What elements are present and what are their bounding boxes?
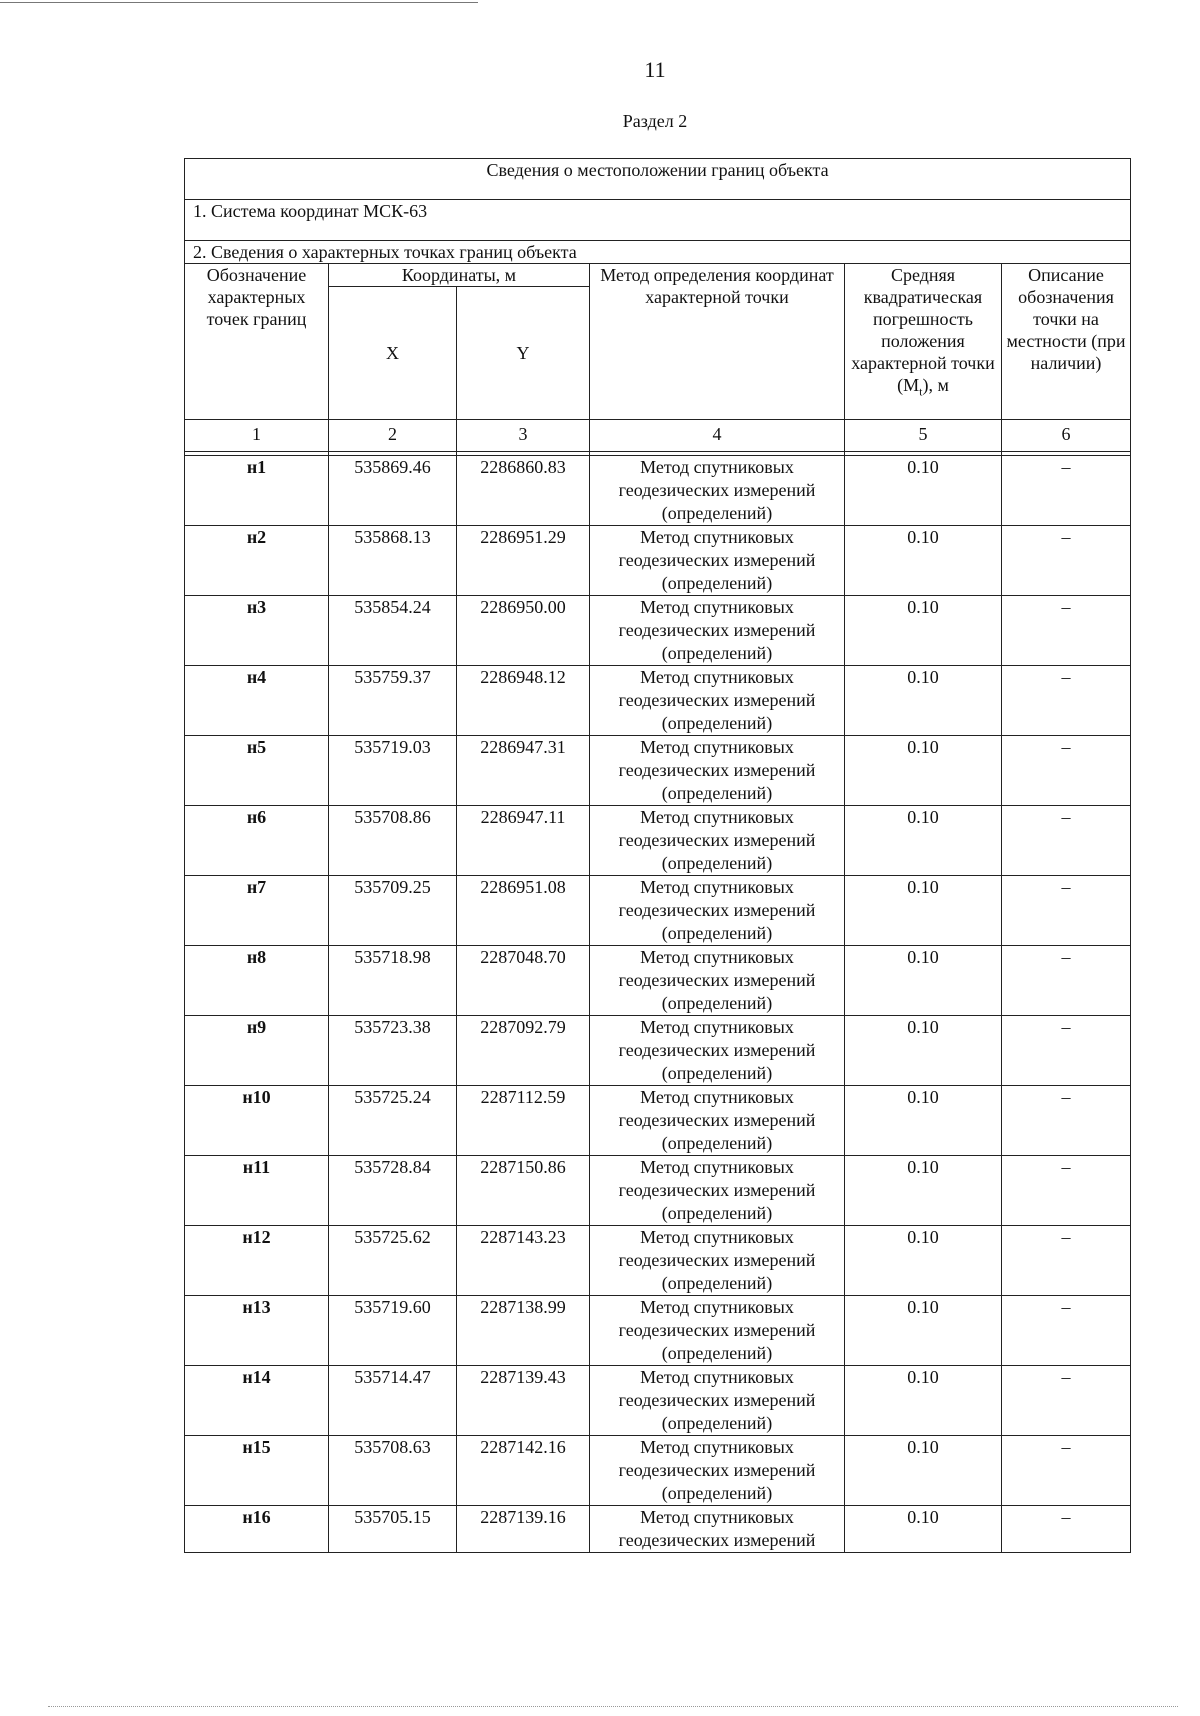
description: – [1002,596,1131,666]
point-id: н5 [185,736,329,806]
description: – [1002,1366,1131,1436]
method: Метод спутниковых геодезических измерений (определений) [590,1226,845,1296]
points-section-title: 2. Сведения о характерных точках границ объекта [185,241,1131,264]
coord-y: 2287143.23 [457,1226,590,1296]
coord-y: 2287142.16 [457,1436,590,1506]
column-number: 2 [329,420,457,452]
table-row [185,806,1131,876]
coord-y: 2287048.70 [457,946,590,1016]
table-row [185,946,1131,1016]
description: – [1002,1226,1131,1296]
coord-x: 535868.13 [329,526,457,596]
point-id: н6 [185,806,329,876]
description: – [1002,946,1131,1016]
table-row [185,1016,1131,1086]
top-rule [0,2,478,3]
error-value: 0.10 [845,876,1002,946]
table-row [185,1156,1131,1226]
coord-y: 2286948.12 [457,666,590,736]
coord-x: 535708.86 [329,806,457,876]
method: Метод спутниковых геодезических измерений (определений) [590,1436,845,1506]
error-value: 0.10 [845,1226,1002,1296]
page-number: 11 [644,57,666,82]
description: – [1002,526,1131,596]
section-title: Раздел 2 [622,111,688,131]
coord-x: 535719.60 [329,1296,457,1366]
method: Метод спутниковых геодезических измерений (определений) [590,806,845,876]
coord-y: 2286860.83 [457,456,590,526]
point-id: н8 [185,946,329,1016]
table-row [185,456,1131,526]
point-id: н10 [185,1086,329,1156]
coord-x: 535759.37 [329,666,457,736]
coord-x: 535725.24 [329,1086,457,1156]
table-row [185,1436,1131,1506]
coord-x: 535725.62 [329,1226,457,1296]
coord-x: 535714.47 [329,1366,457,1436]
method: Метод спутниковых геодезических измерений (определений) [590,1366,845,1436]
method: Метод спутниковых геодезических измерений (определений) [590,876,845,946]
coord-y: 2287139.16 [457,1506,590,1553]
method: Метод спутниковых геодезических измерений (определений) [590,1016,845,1086]
error-value: 0.10 [845,1016,1002,1086]
table-row [185,1506,1131,1553]
header-coordinates: Координаты, м [329,264,590,287]
method: Метод спутниковых геодезических измерений (определений) [590,666,845,736]
method: Метод спутниковых геодезических измерений (определений) [590,1296,845,1366]
coord-x: 535719.03 [329,736,457,806]
point-id: н16 [185,1506,329,1553]
coord-y: 2287150.86 [457,1156,590,1226]
table-title: Сведения о местоположении границ объекта [185,159,1131,200]
coord-y: 2286951.29 [457,526,590,596]
coord-x: 535708.63 [329,1436,457,1506]
coord-y: 2287112.59 [457,1086,590,1156]
header-method: Метод определения координат характерной точки [590,264,845,420]
header-x: X [329,287,457,420]
point-id: н1 [185,456,329,526]
table-row [185,1296,1131,1366]
description: – [1002,1016,1131,1086]
error-value: 0.10 [845,806,1002,876]
column-number: 4 [590,420,845,452]
column-number: 1 [185,420,329,452]
coordinate-system: 1. Система координат МСК-63 [185,200,1131,241]
header-designation: Обозначение характерных точек границ [185,264,329,420]
description: – [1002,666,1131,736]
error-value: 0.10 [845,736,1002,806]
table-row [185,596,1131,666]
point-id: н13 [185,1296,329,1366]
method: Метод спутниковых геодезических измерений (определений) [590,946,845,1016]
column-number: 6 [1002,420,1131,452]
error-value: 0.10 [845,1366,1002,1436]
method: Метод спутниковых геодезических измерений (определений) [590,596,845,666]
error-value: 0.10 [845,526,1002,596]
point-id: н15 [185,1436,329,1506]
table-row [185,1086,1131,1156]
column-number: 3 [457,420,590,452]
method: Метод спутниковых геодезических измерений (определений) [590,736,845,806]
method: Метод спутниковых геодезических измерений (определений) [590,526,845,596]
description: – [1002,806,1131,876]
header-y: Y [457,287,590,420]
column-number: 5 [845,420,1002,452]
coord-x: 535709.25 [329,876,457,946]
coord-y: 2287092.79 [457,1016,590,1086]
point-id: н9 [185,1016,329,1086]
point-id: н7 [185,876,329,946]
coord-x: 535705.15 [329,1506,457,1553]
description: – [1002,736,1131,806]
description: – [1002,456,1131,526]
coord-x: 535718.98 [329,946,457,1016]
coord-y: 2286947.11 [457,806,590,876]
coord-x: 535869.46 [329,456,457,526]
bottom-rule [48,1706,1178,1707]
error-value: 0.10 [845,1296,1002,1366]
description: – [1002,1086,1131,1156]
error-value: 0.10 [845,456,1002,526]
coord-y: 2286947.31 [457,736,590,806]
error-value: 0.10 [845,666,1002,736]
description: – [1002,1296,1131,1366]
point-id: н2 [185,526,329,596]
error-value: 0.10 [845,1156,1002,1226]
point-id: н11 [185,1156,329,1226]
point-id: н12 [185,1226,329,1296]
method: Метод спутниковых геодезических измерений (определений) [590,1156,845,1226]
method: Метод спутниковых геодезических измерений (определений) [590,1086,845,1156]
error-value: 0.10 [845,946,1002,1016]
coord-x: 535854.24 [329,596,457,666]
table-row [185,736,1131,806]
error-value: 0.10 [845,1436,1002,1506]
description: – [1002,1156,1131,1226]
description: – [1002,1436,1131,1506]
method: Метод спутниковых геодезических измерений [590,1506,845,1553]
boundary-points-table [184,158,1131,1553]
description: – [1002,1506,1131,1553]
header-error: Средняя квадратическая погрешность положения характерной точки $(M_t)$, м [845,264,1002,420]
header-description: Описание обозначения точки на местности (при наличии) [1002,264,1131,420]
point-id: н3 [185,596,329,666]
coord-x: 535728.84 [329,1156,457,1226]
coord-x: 535723.38 [329,1016,457,1086]
coord-y: 2287139.43 [457,1366,590,1436]
point-id: н14 [185,1366,329,1436]
point-id: н4 [185,666,329,736]
error-value: 0.10 [845,1506,1002,1553]
method: Метод спутниковых геодезических измерений (определений) [590,456,845,526]
table-row [185,526,1131,596]
table-row [185,1226,1131,1296]
table-row [185,1366,1131,1436]
coord-y: 2287138.99 [457,1296,590,1366]
table-row [185,876,1131,946]
coord-y: 2286950.00 [457,596,590,666]
error-value: 0.10 [845,1086,1002,1156]
description: – [1002,876,1131,946]
error-value: 0.10 [845,596,1002,666]
coord-y: 2286951.08 [457,876,590,946]
table-row [185,666,1131,736]
